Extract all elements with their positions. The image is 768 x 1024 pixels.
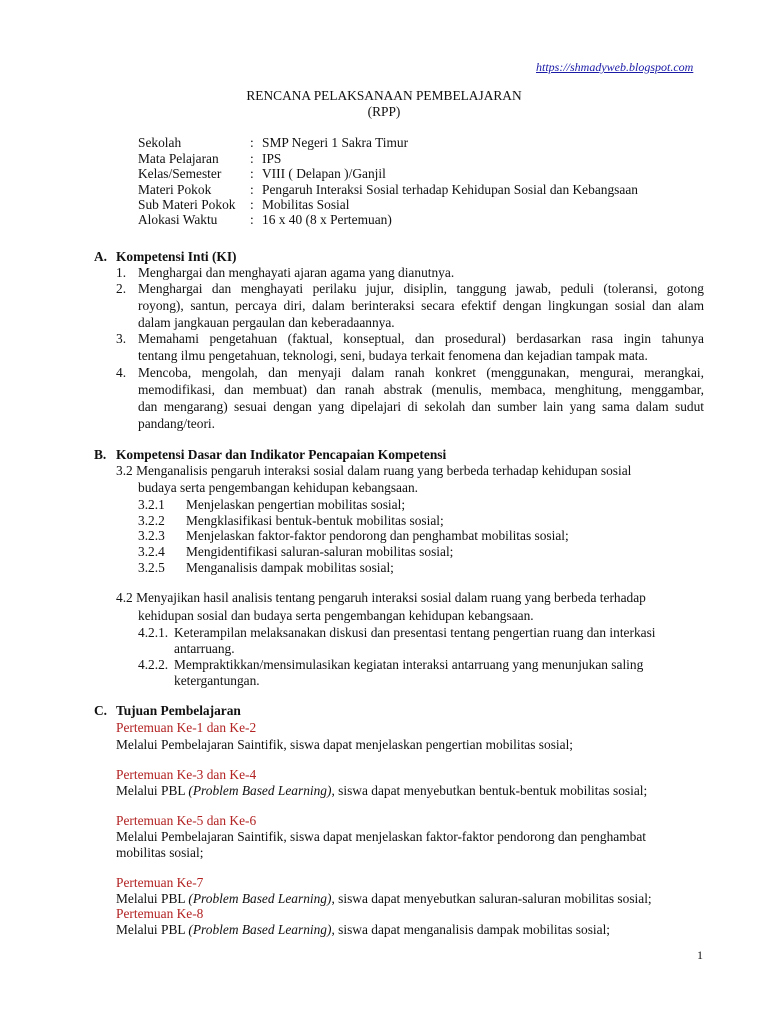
objective-prefix: Melalui PBL: [116, 891, 189, 906]
document-subtitle: (RPP): [367, 104, 401, 119]
kd-3-2-text: budaya serta pengembangan kehidupan kebangsaan.: [138, 480, 418, 495]
section-c-letter: C.: [94, 703, 108, 718]
meeting-heading: Pertemuan Ke-7: [116, 875, 204, 890]
section-b-title: Kompetensi Dasar dan Indikator Pencapaian Kompetensi: [116, 447, 447, 462]
page-number: 1: [697, 948, 703, 962]
ki-text: dalam jangkauan pergaulan dan keberadaannya.: [138, 315, 395, 330]
meeting-objective: [116, 922, 610, 938]
identity-value: Mobilitas Sosial: [262, 197, 350, 212]
meeting-objective: mobilitas sosial;: [116, 845, 204, 860]
indicator-number: 3.2.3: [138, 528, 165, 543]
objective-prefix: Melalui PBL: [116, 783, 189, 798]
indicator-text: ketergantungan.: [174, 673, 260, 688]
identity-colon: :: [250, 151, 254, 166]
indicator-text: Mengidentifikasi saluran-saluran mobilitas sosial;: [186, 544, 454, 559]
ki-text: royong), santun, percaya diri, dalam berinteraksi secara efektif dengan lingkungan sosial dan alam: [138, 298, 704, 313]
ki-text: pandang/teori.: [138, 416, 215, 431]
indicator-number: 3.2.2: [138, 513, 165, 528]
identity-value: SMP Negeri 1 Sakra Timur: [262, 135, 409, 150]
meeting-heading: Pertemuan Ke-1 dan Ke-2: [116, 720, 257, 735]
identity-label: Mata Pelajaran: [138, 151, 219, 166]
objective-method: (Problem Based Learning): [188, 783, 332, 798]
indicator-text: Keterampilan melaksanakan diskusi dan presentasi tentang pengertian ruang dan interkasi: [174, 625, 656, 640]
document-title: RENCANA PELAKSANAAN PEMBELAJARAN: [246, 88, 522, 103]
section-b-letter: B.: [94, 447, 107, 462]
indicator-number: 4.2.2.: [138, 657, 169, 672]
indicator-text: Mengklasifikasi bentuk-bentuk mobilitas sosial;: [186, 513, 444, 528]
identity-row-submateri: [0, 197, 768, 213]
ki-text: Menghargai dan menghayati perilaku jujur, disiplin, tanggung jawab, peduli (toleransi, gotong: [138, 281, 704, 296]
ki-text: tentang ilmu pengetahuan, teknologi, seni, budaya terkait fenomena dan kejadian tampak mata.: [138, 348, 648, 363]
indicator-number: 3.2.1: [138, 497, 165, 512]
ki-text: Memahami pengetahuan (faktual, konseptual, dan prosedural) berdasarkan rasa ingin tahunya: [138, 331, 704, 346]
identity-colon: :: [250, 182, 254, 197]
identity-value: Pengaruh Interaksi Sosial terhadap Kehidupan Sosial dan Kebangsaan: [262, 182, 638, 197]
identity-label: Sekolah: [138, 135, 182, 150]
ki-number: 4.: [116, 365, 127, 380]
section-a-title: Kompetensi Inti (KI): [116, 249, 237, 264]
objective-prefix: Melalui PBL: [116, 922, 189, 937]
meeting-objective: Melalui Pembelajaran Saintifik, siswa dapat menjelaskan faktor-faktor pendorong dan penghambat: [116, 829, 646, 844]
identity-value: 16 x 40 (8 x Pertemuan): [262, 212, 392, 227]
kd-4-2-text: 4.2 Menyajikan hasil analisis tentang pengaruh interaksi sosial dalam ruang yang berbeda terhadap: [116, 590, 646, 605]
identity-row-materi: [0, 182, 768, 198]
identity-row-alokasi: [0, 212, 768, 228]
objective-suffix: , siswa dapat menyebutkan bentuk-bentuk mobilitas sosial;: [331, 783, 648, 798]
identity-row-kelas: [0, 166, 768, 182]
identity-label: Sub Materi Pokok: [138, 197, 236, 212]
indicator-text: Menjelaskan faktor-faktor pendorong dan penghambat mobilitas sosial;: [186, 528, 569, 543]
objective-method: (Problem Based Learning): [188, 922, 332, 937]
objective-suffix: , siswa dapat menganalisis dampak mobilitas sosial;: [331, 922, 611, 937]
ki-text: Menghargai dan menghayati ajaran agama yang dianutnya.: [138, 265, 455, 280]
indicator-number: 3.2.4: [138, 544, 165, 559]
identity-value: IPS: [262, 151, 282, 166]
objective-suffix: , siswa dapat menyebutkan saluran-saluran mobilitas sosial;: [331, 891, 652, 906]
ki-number: 2.: [116, 281, 127, 296]
meeting-objective: [116, 891, 652, 907]
indicator-text: Mempraktikkan/mensimulasikan kegiatan interaksi antarruang yang menunjukan saling: [174, 657, 644, 672]
kd-3-2-text: 3.2 Menganalisis pengaruh interaksi sosial dalam ruang yang berbeda terhadap kehidupan sosial: [116, 463, 632, 478]
blog-url-link[interactable]: https://shmadyweb.blogspot.com: [536, 60, 694, 74]
identity-colon: :: [250, 212, 254, 227]
objective-method: (Problem Based Learning): [188, 891, 332, 906]
identity-label: Kelas/Semester: [138, 166, 222, 181]
indicator-text: antarruang.: [174, 641, 235, 656]
identity-value: VIII ( Delapan )/Ganjil: [262, 166, 386, 181]
indicator-text: Menganalisis dampak mobilitas sosial;: [186, 560, 394, 575]
kd-4-2-text: kehidupan sosial dan budaya serta pengembangan kehidupan kebangsaan.: [138, 608, 534, 623]
meeting-heading: Pertemuan Ke-5 dan Ke-6: [116, 813, 257, 828]
identity-row-sekolah: [0, 135, 768, 151]
ki-text: memodifikasi, dan membuat) dan ranah abstrak (menulis, membaca, menghitung, menggambar,: [138, 382, 704, 397]
ki-text: dan mengarang) sesuai dengan yang dipelajari di sekolah dan sumber lain yang sama dalam sudut: [138, 399, 704, 414]
meeting-objective: [116, 783, 647, 799]
ki-number: 3.: [116, 331, 127, 346]
indicator-number: 4.2.1.: [138, 625, 169, 640]
identity-colon: :: [250, 197, 254, 212]
section-c-title: Tujuan Pembelajaran: [116, 703, 241, 718]
identity-label: Alokasi Waktu: [138, 212, 218, 227]
indicator-number: 3.2.5: [138, 560, 165, 575]
meeting-heading: Pertemuan Ke-8: [116, 906, 204, 921]
identity-label: Materi Pokok: [138, 182, 212, 197]
meeting-objective: Melalui Pembelajaran Saintifik, siswa dapat menjelaskan pengertian mobilitas sosial;: [116, 737, 574, 752]
indicator-text: Menjelaskan pengertian mobilitas sosial;: [186, 497, 406, 512]
identity-row-mapel: [0, 151, 768, 167]
section-a-letter: A.: [94, 249, 108, 264]
meeting-heading: Pertemuan Ke-3 dan Ke-4: [116, 767, 257, 782]
ki-text: Mencoba, mengolah, dan menyaji dalam ranah konkret (menggunakan, mengurai, merangkai,: [138, 365, 704, 380]
identity-colon: :: [250, 135, 254, 150]
identity-colon: :: [250, 166, 254, 181]
ki-number: 1.: [116, 265, 127, 280]
